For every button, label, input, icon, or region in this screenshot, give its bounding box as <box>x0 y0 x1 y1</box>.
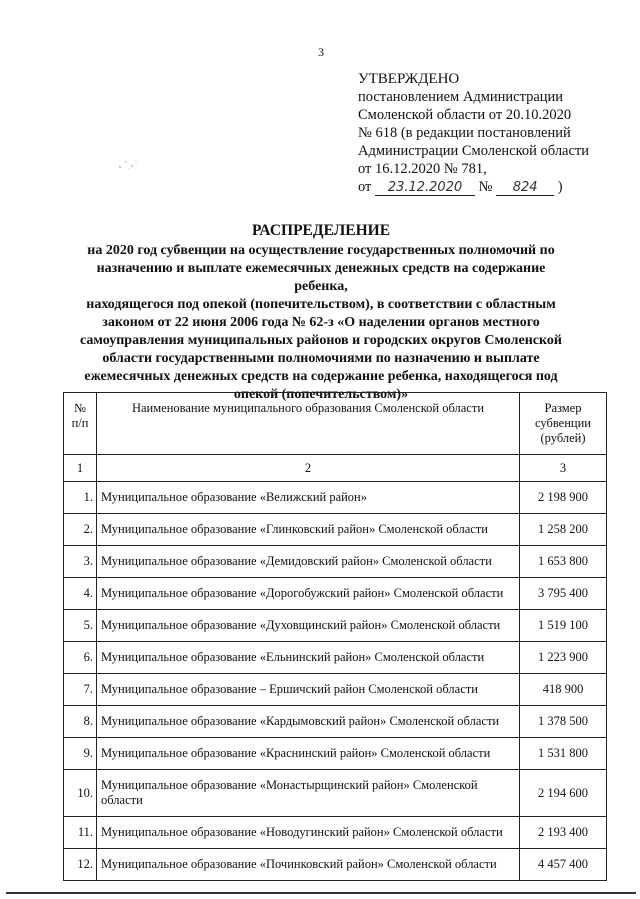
approval-line: № 618 (в редакции постановлений <box>358 125 571 141</box>
header-name: Наименование муниципального образования Смоленской области <box>97 393 520 455</box>
table-row <box>64 706 607 738</box>
row-name: Муниципальное образование «Глинковский район» Смоленской области <box>97 514 520 546</box>
header-num: № п/п <box>64 393 97 455</box>
column-number-row <box>64 455 607 482</box>
table-row <box>64 610 607 642</box>
row-num: 6. <box>64 642 97 674</box>
heading-line: находящегося под опекой (попечительством), в соответствии с областным <box>86 297 556 312</box>
approval-line: постановлением Администрации <box>358 89 564 105</box>
row-name: Муниципальное образование «Починковский район» Смоленской области <box>97 849 520 881</box>
distribution-table <box>63 392 607 881</box>
column-number: 3 <box>520 455 607 482</box>
row-num: 4. <box>64 578 97 610</box>
row-amount: 2 193 400 <box>520 817 607 849</box>
row-num: 12. <box>64 849 97 881</box>
heading-line: области государственными полномочиями по назначению и выплате <box>102 351 540 366</box>
approval-stamp <box>358 70 608 196</box>
table-header-row <box>64 393 607 455</box>
number-sign: № <box>478 179 493 195</box>
row-amount: 2 198 900 <box>520 482 607 514</box>
column-number: 2 <box>97 455 520 482</box>
heading-line: самоуправления муниципальных районов и городских округов Смоленской <box>80 333 562 348</box>
row-num: 7. <box>64 674 97 706</box>
row-amount: 418 900 <box>520 674 607 706</box>
row-amount: 4 457 400 <box>520 849 607 881</box>
table-row <box>64 514 607 546</box>
handwritten-date: 23.12.2020 <box>375 181 475 196</box>
header-amount: Размер субвенции (рублей) <box>520 393 607 455</box>
row-amount: 3 795 400 <box>520 578 607 610</box>
row-name: Муниципальное образование «Духовщинский район» Смоленской области <box>97 610 520 642</box>
heading-line: назначению и выплате ежемесячных денежных средств на содержание ребенка, <box>96 261 546 294</box>
table-row <box>64 642 607 674</box>
table-row <box>64 482 607 514</box>
row-amount: 1 378 500 <box>520 706 607 738</box>
row-amount: 1 519 100 <box>520 610 607 642</box>
table-row <box>64 674 607 706</box>
row-amount: 1 531 800 <box>520 738 607 770</box>
approval-line: Администрации Смоленской области <box>358 143 590 159</box>
heading-line: ежемесячных денежных средств на содержание ребенка, находящегося под <box>84 369 558 384</box>
table-row <box>64 738 607 770</box>
row-name: Муниципальное образование «Ельнинский район» Смоленской области <box>97 642 520 674</box>
row-name: Муниципальное образование «Кардымовский район» Смоленской области <box>97 706 520 738</box>
amendment-prefix: от <box>358 179 372 195</box>
row-num: 8. <box>64 706 97 738</box>
row-amount: 1 653 800 <box>520 546 607 578</box>
row-name: Муниципальное образование «Демидовский район» Смоленской области <box>97 546 520 578</box>
approval-line: от 16.12.2020 № 781, <box>358 161 487 177</box>
page-number: 3 <box>318 45 324 59</box>
heading-line: на 2020 год субвенции на осуществление государственных полномочий по <box>87 243 555 258</box>
handwritten-number: 824 <box>496 181 554 196</box>
closing-paren: ) <box>557 179 563 195</box>
row-num: 10. <box>64 770 97 817</box>
row-name: Муниципальное образование «Велижский район» <box>97 482 520 514</box>
row-name: Муниципальное образование «Краснинский район» Смоленской области <box>97 738 520 770</box>
row-amount: 1 258 200 <box>520 514 607 546</box>
bottom-edge-rule <box>6 892 636 894</box>
table-row <box>64 817 607 849</box>
row-num: 11. <box>64 817 97 849</box>
row-num: 3. <box>64 546 97 578</box>
row-name: Муниципальное образование – Ершичский район Смоленской области <box>97 674 520 706</box>
column-number: 1 <box>64 455 97 482</box>
row-name: Муниципальное образование «Дорогобужский район» Смоленской области <box>97 578 520 610</box>
document-title: РАСПРЕДЕЛЕНИЕ <box>251 222 391 239</box>
row-num: 1. <box>64 482 97 514</box>
row-num: 5. <box>64 610 97 642</box>
row-num: 9. <box>64 738 97 770</box>
row-amount: 1 223 900 <box>520 642 607 674</box>
approval-amendment-line <box>358 178 608 196</box>
approval-line: Смоленской области от 20.10.2020 <box>358 107 572 123</box>
row-name: Муниципальное образование «Новодугинский район» Смоленской области <box>97 817 520 849</box>
document-heading <box>70 222 572 404</box>
table-row <box>64 770 607 817</box>
table-row <box>64 546 607 578</box>
heading-line: законом от 22 июня 2006 года № 62-з «О наделении органов местного <box>102 315 540 330</box>
table-row <box>64 849 607 881</box>
table-row <box>64 578 607 610</box>
heading-line: опекой (попечительством)» <box>233 387 409 402</box>
approval-title: УТВЕРЖДЕНО <box>358 71 460 87</box>
row-name: Муниципальное образование «Монастырщинский район» Смоленской области <box>97 770 520 817</box>
scan-speck <box>116 158 140 172</box>
row-num: 2. <box>64 514 97 546</box>
row-amount: 2 194 600 <box>520 770 607 817</box>
